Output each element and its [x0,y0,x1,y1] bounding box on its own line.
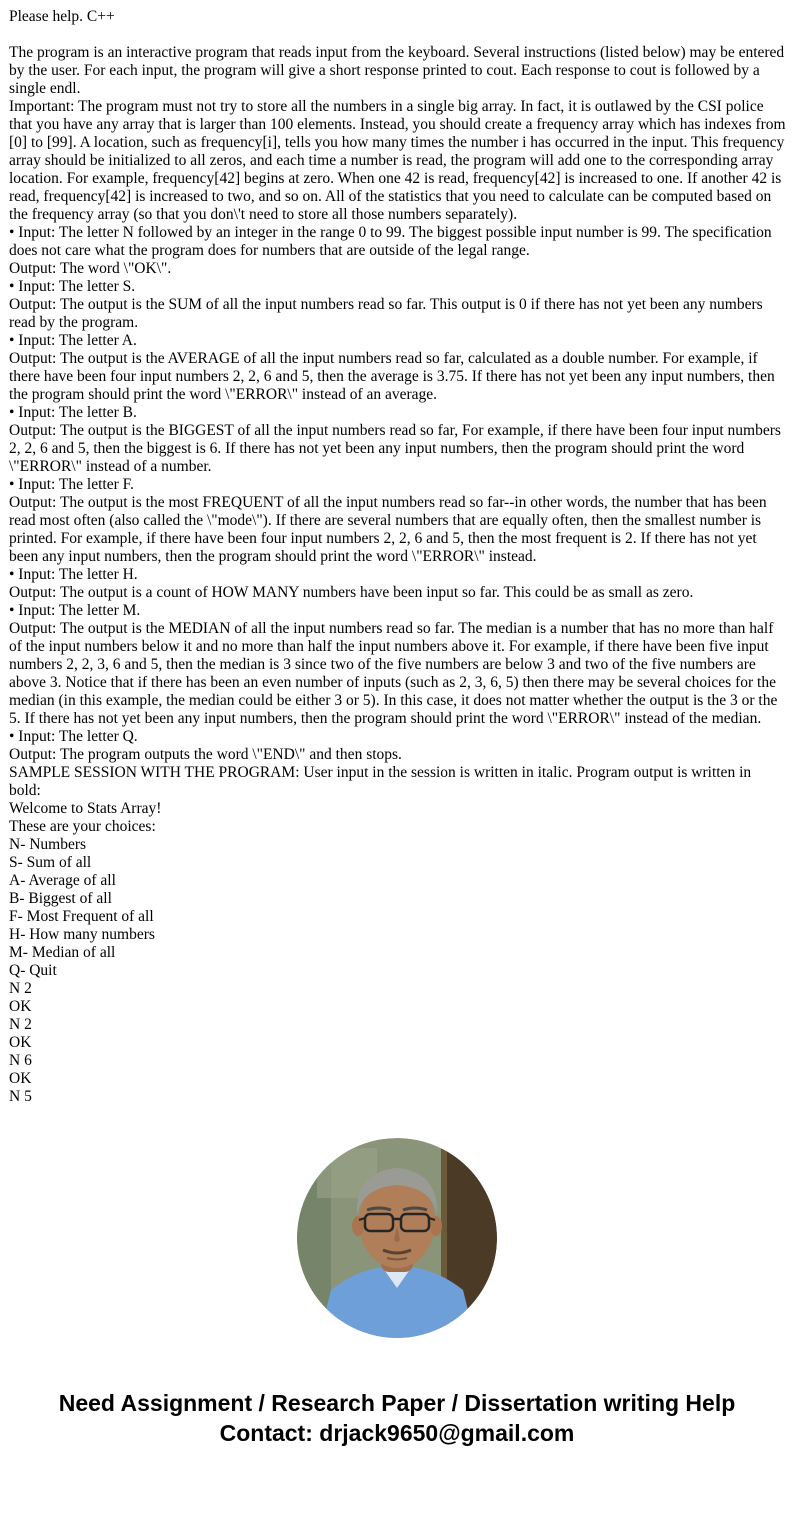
paragraph: • Input: The letter Q. [9,728,138,745]
footer [0,1388,794,1472]
paragraph: Welcome to Stats Array! [9,800,162,817]
paragraph: SAMPLE SESSION WITH THE PROGRAM: User input in the session is written in italic. Program output is written in bold: [9,764,752,799]
paragraph: Important: The program must not try to store all the numbers in a single big array. In fact, it is outlawed by the CSI police that you have any array that is larger than 100 elements. Instead, you should create a frequency array which has indexes from [0] to [99]. A location, such as frequency[i], tells you how many times the number i has occurred in the input. This frequency array should be initialized to all zeros, and each time a number is read, the program will add one to the corresponding array location. For example, frequency[42] begins at zero. When one 42 is read, frequency[42] is increased to one. If another 42 is read, frequency[42] is increased to two, and so on. All of the statistics that you need to calculate can be computed based on the frequency array (so that you don\'t need to store all those numbers separately). [9,98,786,223]
paragraph: F- Most Frequent of all [9,908,154,925]
paragraph: A- Average of all [9,872,116,889]
paragraph: B- Biggest of all [9,890,112,907]
paragraph: Output: The output is the most FREQUENT of all the input numbers read so far--in other words, the number that has been read most often (also called the \"mode\"). If there are several numbers that are equally often, then the smallest number is printed. For example, if there have been four input numbers 2, 2, 6 and 5, then the most frequent is 2. If there has not yet been any input numbers, then the program should print the word \"ERROR\" instead. [9,494,767,565]
paragraph: • Input: The letter F. [9,476,134,493]
footer-contact-email: Contact: drjack9650@gmail.com [219,1420,575,1446]
paragraph: S- Sum of all [9,854,92,871]
paragraph: Output: The program outputs the word \"END\" and then stops. [9,746,402,763]
paragraph: Q- Quit [9,962,57,979]
paragraph: Output: The output is the MEDIAN of all the input numbers read so far. The median is a number that has no more than half of the input numbers below it and no more than half the input numbers above it. For example, if there have been five input numbers 2, 2, 3, 6 and 5, then the median is 3 since two of the five numbers are below 3 and two of the five numbers are above 3. Notice that if there has been an even number of inputs (such as 2, 3, 6, 5) then there may be several choices for the median (in this example, the median could be either 3 or 5). In this case, it does not matter whether the output is the 3 or the 5. If there has not yet been any input numbers, then the program should print the word \"ERROR\" instead of the median. [9,620,778,727]
paragraph: Output: The output is the BIGGEST of all the input numbers read so far, For example, if there have been four input numbers 2, 2, 6 and 5, then the biggest is 6. If there has not yet been any input numbers, then the program should print the word \"ERROR\" instead of a number. [9,422,781,475]
paragraph: • Input: The letter A. [9,332,137,349]
paragraph: • Input: The letter B. [9,404,137,421]
paragraph: • Input: The letter H. [9,566,138,583]
paragraph: M- Median of all [9,944,116,961]
paragraph: • Input: The letter S. [9,278,136,295]
paragraph: • Input: The letter N followed by an integer in the range 0 to 99. The biggest possible input number is 99. The specification does not care what the program does for numbers that are outside of the legal range. [9,224,772,259]
paragraph: N 6 [9,1052,32,1069]
footer-heading: Need Assignment / Research Paper / Dissertation writing Help [58,1390,736,1416]
paragraph: Output: The output is the AVERAGE of all the input numbers read so far, calculated as a double number. For example, if there have been four input numbers 2, 2, 6 and 5, then the average is 3.75. If there has not yet been any input numbers, then the program should print the word \"ERROR\" instead of an average. [9,350,775,403]
page-title: Please help. C++ [9,8,115,25]
paragraph: N 5 [9,1088,32,1105]
paragraph: These are your choices: [9,818,156,835]
paragraph: Output: The word \"OK\". [9,260,172,277]
paragraph: OK [9,1034,32,1051]
paragraph: • Input: The letter M. [9,602,141,619]
portrait-avatar [297,1138,497,1338]
paragraph: Output: The output is a count of HOW MANY numbers have been input so far. This could be as small as zero. [9,584,694,601]
paragraph: H- How many numbers [9,926,155,943]
paragraph: Output: The output is the SUM of all the input numbers read so far. This output is 0 if there has not yet been any numbers read by the program. [9,296,763,331]
paragraph: N 2 [9,980,32,997]
paragraph: N- Numbers [9,836,87,853]
paragraph: OK [9,998,32,1015]
avatar-container [0,1138,794,1338]
paragraph: The program is an interactive program that reads input from the keyboard. Several instructions (listed below) may be entered by the user. For each input, the program will give a short response printed to cout. Each response to cout is followed by a single endl. [9,44,785,97]
paragraph: OK [9,1070,32,1087]
document-body [9,44,786,1106]
paragraph: N 2 [9,1016,32,1033]
